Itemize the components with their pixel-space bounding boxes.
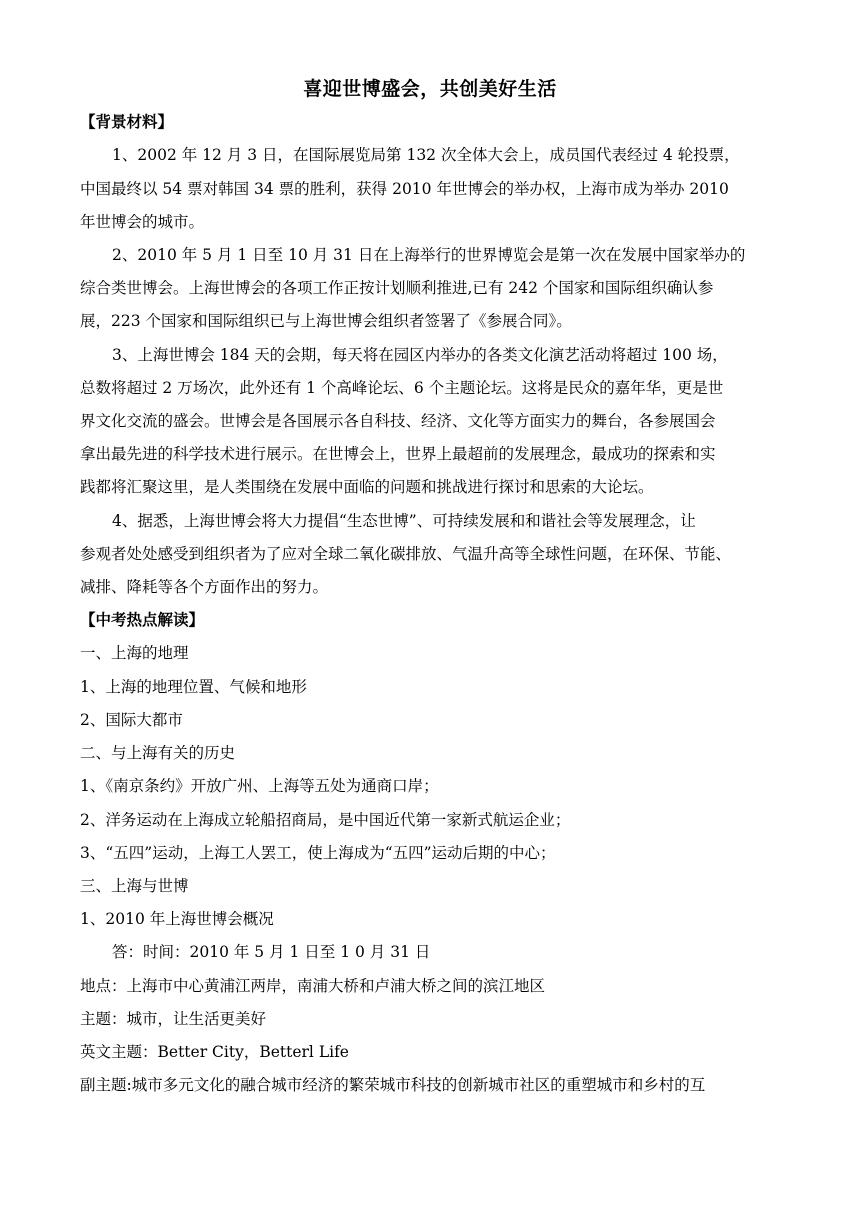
paragraph-line: 年世博会的城市。 (80, 213, 205, 231)
outline-heading: 三、上海与世博 (80, 877, 189, 895)
section-heading-hotspots: 【中考热点解读】 (80, 610, 205, 629)
outline-item: 2、洋务运动在上海成立轮船招商局，是中国近代第一家新式航运企业； (80, 811, 571, 829)
paragraph-line: 参观者处处感受到组织者为了应对全球二氧化碳排放、气温升高等全球性问题，在环保、节能、 (80, 545, 732, 563)
outline-heading: 一、上海的地理 (80, 644, 189, 662)
paragraph-line: 界文化交流的盛会。世博会是各国展示各自科技、经济、文化等方面实力的舞台，各参展国会 (80, 412, 716, 430)
answer-line: 答：时间：2010 年 5 月 1 日至 1 0 月 31 日 (112, 943, 431, 961)
outline-item: 2、国际大都市 (80, 711, 183, 729)
paragraph-line: 3、上海世博会 184 天的会期，每天将在园区内举办的各类文化演艺活动将超过 100 场， (112, 346, 728, 364)
section-heading-background: 【背景材料】 (80, 112, 174, 131)
paragraph-line: 中国最终以 54 票对韩国 34 票的胜利，获得 2010 年世博会的举办权，上海市成为举办 2010 (80, 180, 729, 198)
document-title: 喜迎世博盛会，共创美好生活 (303, 78, 557, 100)
answer-line: 地点：上海市中心黄浦江两岸，南浦大桥和卢浦大桥之间的滨江地区 (80, 977, 546, 995)
answer-line: 副主题:城市多元文化的融合城市经济的繁荣城市科技的创新城市社区的重塑城市和乡村的互 (80, 1076, 706, 1094)
outline-item: 1、《南京条约》开放广州、上海等五处为通商口岸； (80, 777, 439, 795)
outline-item: 1、上海的地理位置、气候和地形 (80, 678, 307, 696)
paragraph-line: 4、据悉，上海世博会将大力提倡“生态世博”、可持续发展和和谐社会等发展理念，让 (112, 512, 696, 530)
paragraph-line: 减排、降耗等各个方面作出的努力。 (80, 578, 329, 596)
answer-line: 英文主题：Better City，Betterl Life (80, 1043, 349, 1061)
paragraph-line: 1、2002 年 12 月 3 日，在国际展览局第 132 次全体大会上，成员国代表经过 4 轮投票， (112, 146, 740, 164)
answer-line: 主题：城市，让生活更美好 (80, 1010, 267, 1028)
paragraph-line: 2、2010 年 5 月 1 日至 10 月 31 日在上海举行的世界博览会是第一次在发展中国家举办的 (112, 246, 746, 264)
paragraph-line: 综合类世博会。上海世博会的各项工作正按计划顺利推进,已有 242 个国家和国际组织确认参 (80, 279, 714, 297)
paragraph-line: 践都将汇聚这里，是人类围绕在发展中面临的问题和挑战进行探讨和思索的大论坛。 (80, 478, 654, 496)
outline-heading: 二、与上海有关的历史 (80, 744, 236, 762)
outline-item: 3、“五四”运动，上海工人罢工，使上海成为“五四”运动后期的中心； (80, 844, 556, 862)
paragraph-line: 总数将超过 2 万场次，此外还有 1 个高峰论坛、6 个主题论坛。这将是民众的嘉年华，更是世 (80, 379, 724, 397)
outline-item: 1、2010 年上海世博会概况 (80, 910, 274, 928)
paragraph-line: 拿出最先进的科学技术进行展示。在世博会上，世界上最超前的发展理念，最成功的探索和实 (80, 445, 716, 463)
paragraph-line: 展，223 个国家和国际组织已与上海世博会组织者签署了《参展合同》。 (80, 312, 572, 330)
